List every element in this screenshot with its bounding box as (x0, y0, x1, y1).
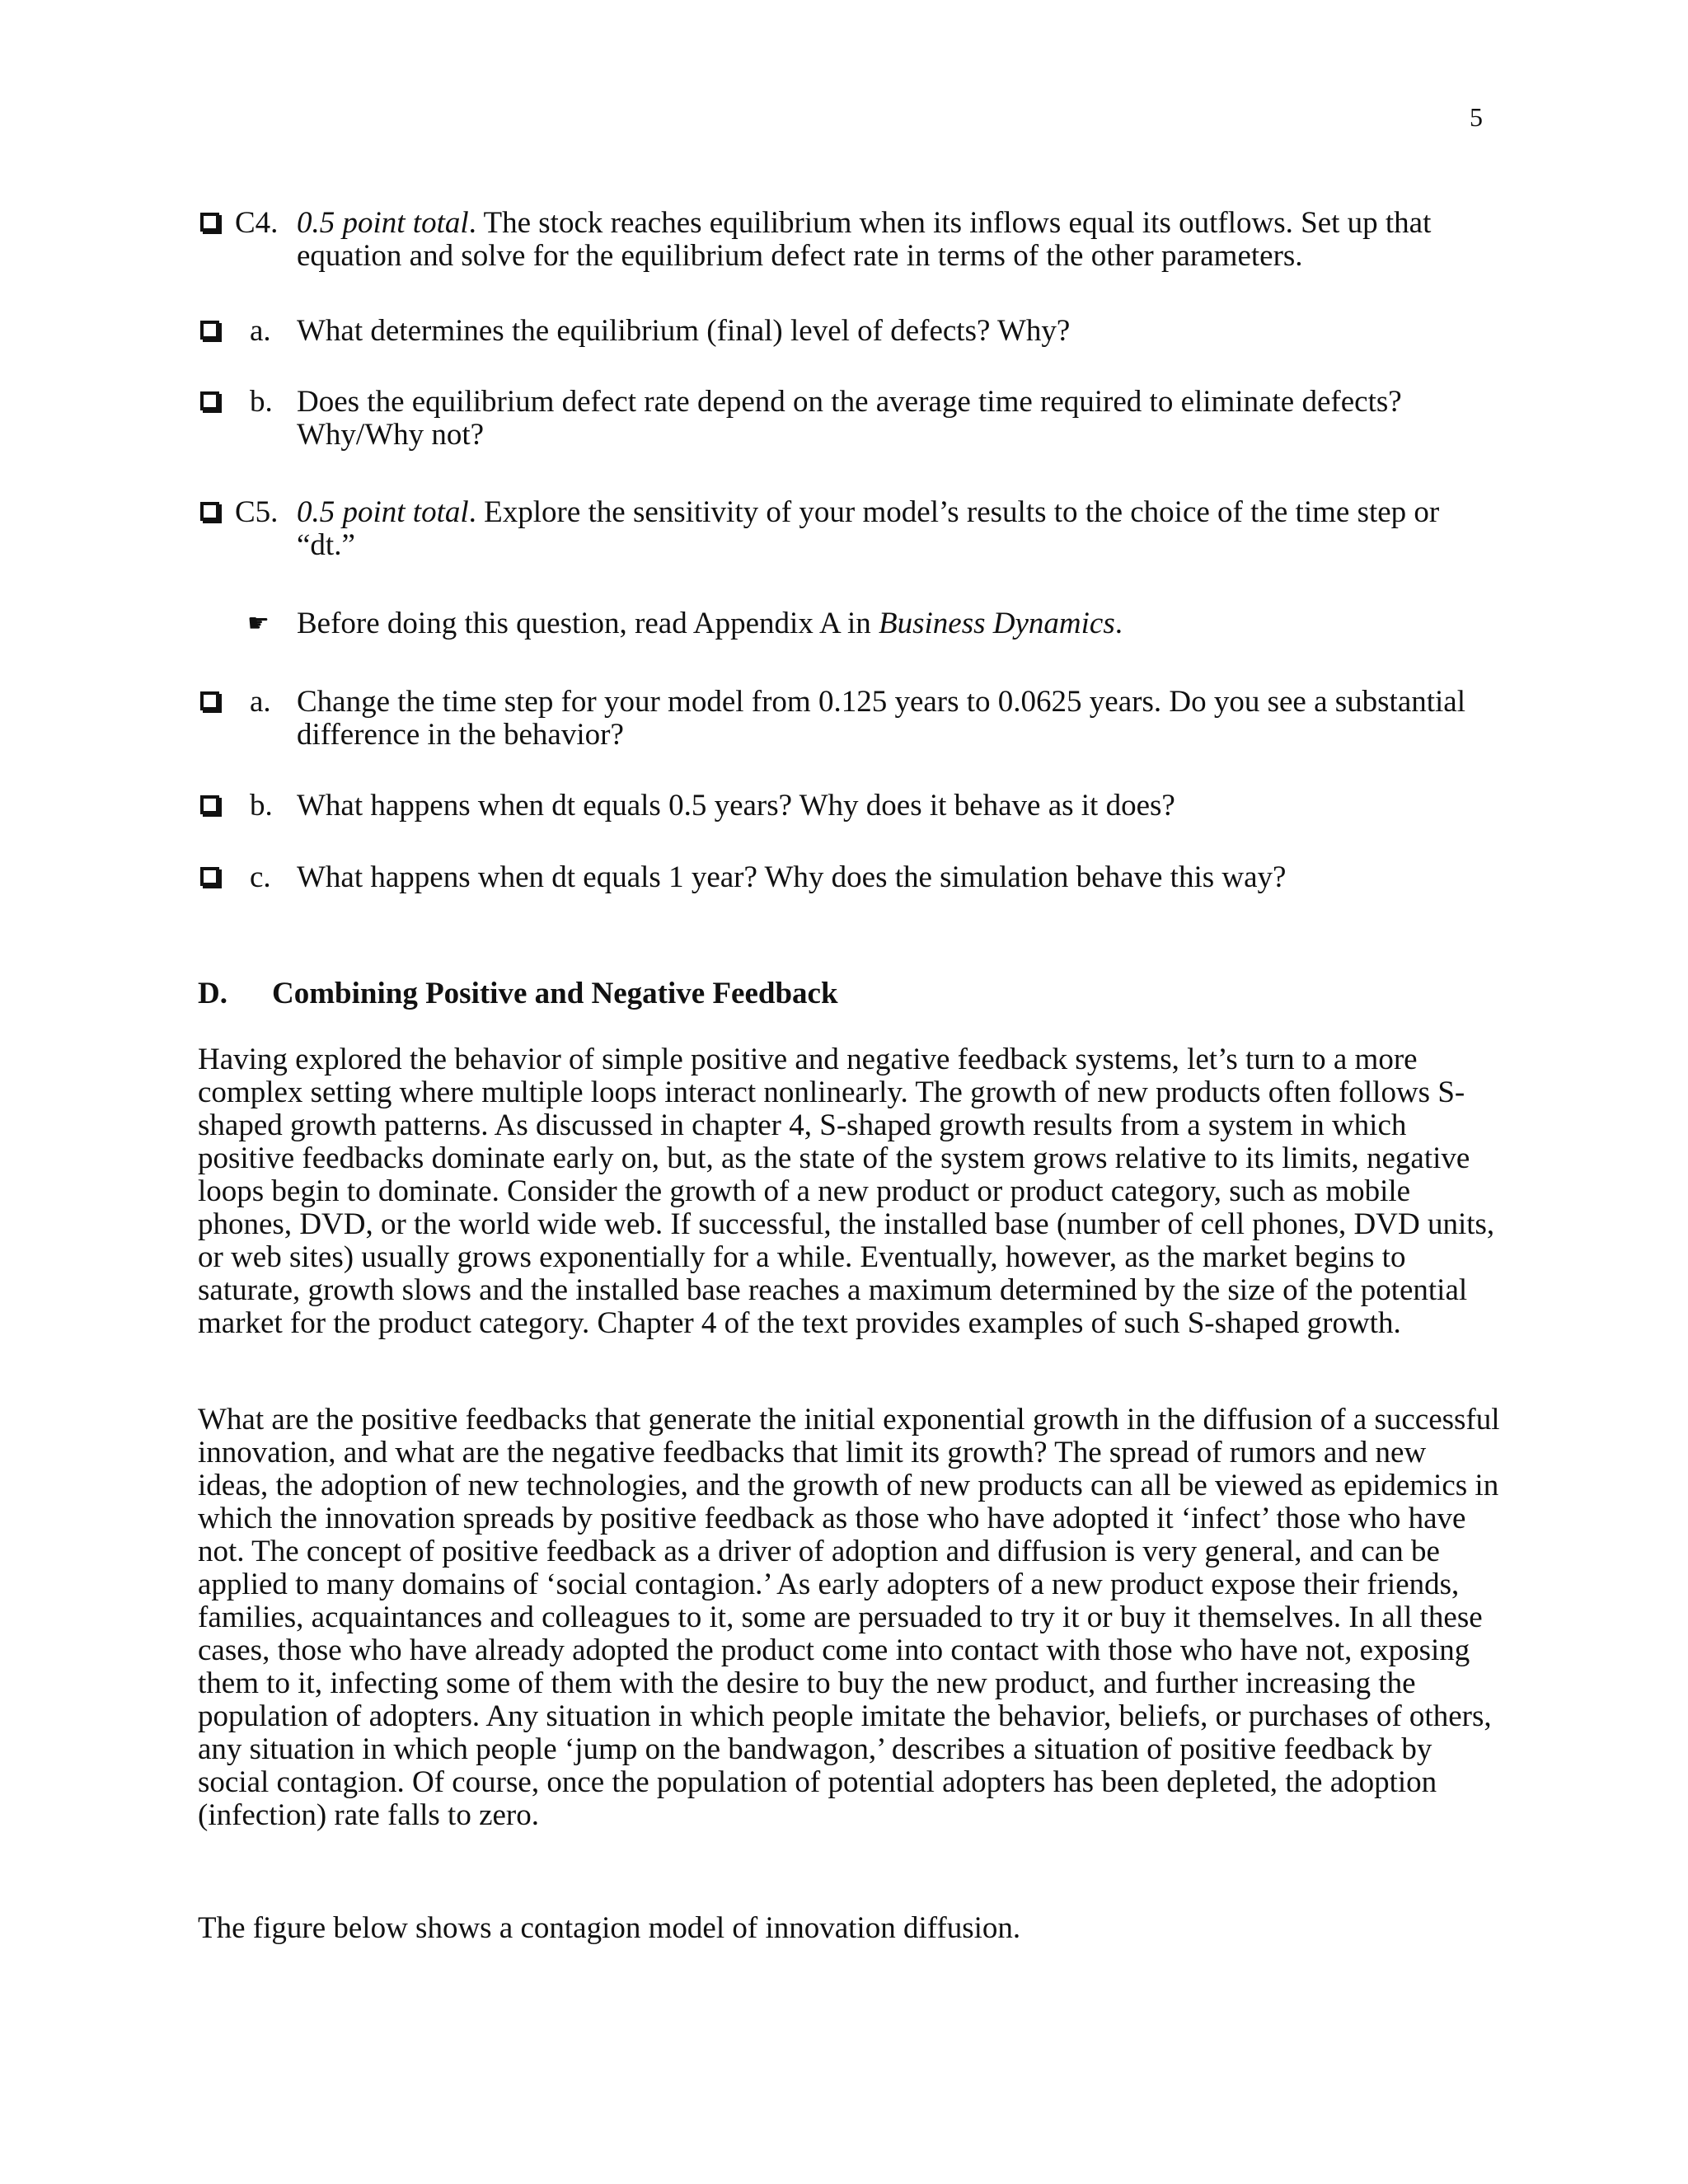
appendix-note (247, 607, 1451, 640)
checkbox-c5-c[interactable] (200, 867, 219, 886)
paragraph-2: What are the positive feedbacks that generate the initial exponential growth in the diffusion of a successful innovation, and what are the negative feedbacks that limit its growth? The spread of rumors and new ideas, the adoption of new technologies, and the growth of new products can all be viewed as epidemics in which the innovation spreads by positive feedback as those who have adopted it ‘infect’ those who have not. The concept of positive feedback as a driver of adoption and diffusion is very general, and can be applied to many domains of ‘social contagion.’ As early adopters of a new product expose their friends, families, acquaintances and colleagues to it, some are persuaded to try it or buy it themselves. In all these cases, those who have already adopted the product come into contact with those who have not, exposing them to it, infecting some of them with the desire to buy the new product, and further increasing the population of adopters. Any situation in which people imitate the behavior, beliefs, or purchases of others, any situation in which people ‘jump on the bandwagon,’ describes a situation of positive feedback by social contagion. Of course, once the population of potential adopters has been depleted, the adoption (infection) rate falls to zero. (198, 1403, 1500, 1832)
question-label: a. (250, 685, 271, 719)
note-text: Before doing this question, read Appendix A in (297, 607, 871, 640)
book-title: Business Dynamics (879, 607, 1115, 640)
checkbox-c5-b[interactable] (200, 795, 219, 814)
question-label: C5. (235, 495, 279, 529)
question-label: c. (250, 860, 271, 894)
question-text: What determines the equilibrium (final) level of defects? Why? (297, 314, 1071, 348)
section-title: Combining Positive and Negative Feedback (272, 977, 838, 1010)
question-text: What happens when dt equals 0.5 years? Why does it behave as it does? (297, 789, 1175, 823)
pointing-hand-icon: ☛ (247, 609, 270, 638)
question-c5 (198, 496, 1500, 562)
section-heading (198, 977, 838, 1010)
points-label: 0.5 point total (297, 206, 469, 240)
question-label: C4. (235, 206, 279, 240)
question-text: 0.5 point total. Explore the sensitivity of your model’s results to the choice of the time step or “dt.” (297, 495, 1440, 562)
paragraph-1: Having explored the behavior of simple positive and negative feedback systems, let’s turn to a more complex setting where multiple loops interact nonlinearly. The growth of new products often follows S-shaped growth patterns. As discussed in chapter 4, S-shaped growth results from a system in which positive feedbacks dominate early on, but, as the state of the system grows relative to its limits, negative loops begin to dominate. Consider the growth of a new product or product category, such as mobile phones, DVD, or the world wide web. If successful, the installed base (number of cell phones, DVD units, or web sites) usually grows exponentially for a while. Eventually, however, as the market begins to saturate, growth slows and the installed base reaches a maximum determined by the size of the potential market for the product category. Chapter 4 of the text provides examples of such S-shaped growth. (198, 1043, 1495, 1340)
question-label: a. (250, 314, 271, 348)
question-text: What happens when dt equals 1 year? Why does the simulation behave this way? (297, 860, 1287, 894)
question-c5-c (198, 861, 1500, 894)
checkbox-c5-a[interactable] (200, 691, 219, 710)
checkbox-c4-b[interactable] (200, 391, 219, 410)
page-number: 5 (1470, 102, 1483, 132)
paragraph-3: The figure below shows a contagion model of innovation diffusion. (198, 1911, 1021, 1945)
question-c4-a (198, 315, 1500, 348)
checkbox-c5[interactable] (200, 502, 219, 521)
question-c5-b (198, 790, 1500, 823)
question-text: 0.5 point total. The stock reaches equilibrium when its inflows equal its outflows. Set up that equation and solve for the equilibrium defect rate in terms of the other parameters. (297, 206, 1432, 273)
question-label: b. (250, 789, 273, 823)
note-end: . (1114, 607, 1123, 640)
question-body: Explore the sensitivity of your model’s results to the choice of the time step or “dt.” (297, 495, 1440, 562)
question-c5-a (198, 686, 1500, 752)
question-body: The stock reaches equilibrium when its inflows equal its outflows. Set up that equation and solve for the equilibrium defect rate in terms of the other parameters. (297, 206, 1432, 273)
checkbox-c4[interactable] (200, 213, 219, 232)
points-label: 0.5 point total (297, 495, 469, 529)
question-text: Does the equilibrium defect rate depend on the average time required to eliminate defects? Why/Why not? (297, 385, 1402, 452)
checkbox-c4-a[interactable] (200, 321, 219, 340)
question-c4 (198, 207, 1500, 273)
question-c4-b (198, 386, 1500, 452)
section-letter: D. (198, 977, 227, 1010)
question-label: b. (250, 385, 273, 419)
question-text: Change the time step for your model from 0.125 years to 0.0625 years. Do you see a substantial difference in the behavior? (297, 685, 1466, 752)
